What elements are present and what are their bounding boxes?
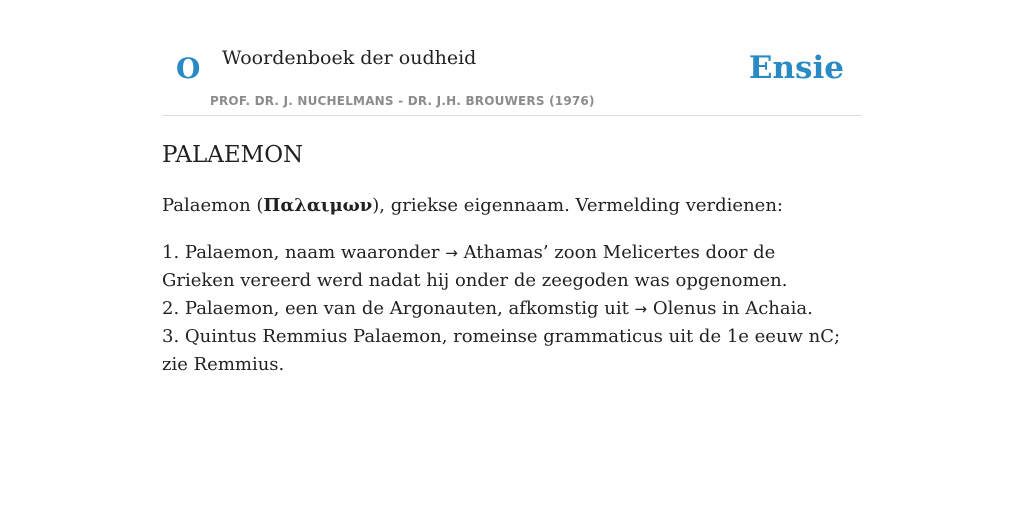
site-header	[162, 38, 862, 116]
list-item	[162, 239, 842, 295]
greek-name: Παλαιμων	[263, 195, 373, 216]
list-item	[162, 295, 842, 323]
entry-title: PALAEMON	[162, 142, 304, 168]
intro-after: ), griekse eigennaam. Vermelding verdienen:	[372, 195, 783, 216]
arrow-right-icon: →	[445, 244, 458, 262]
book-title-link[interactable]: Woordenboek der oudheid	[222, 47, 477, 69]
list-item-text: 3. Quintus Remmius Palaemon, romeinse grammaticus uit de 1e eeuw nC; zie Remmius.	[162, 326, 841, 375]
cross-reference-link[interactable]: Athamas’ zoon Melicertes door de Grieken vereerd werd nadat hij onder de zeegoden was opgenomen.	[162, 242, 788, 291]
intro-before: Palaemon (	[162, 195, 264, 216]
arrow-right-icon: →	[634, 300, 648, 318]
entry-content	[162, 140, 842, 379]
entry-intro	[162, 192, 842, 220]
authors-byline: PROF. DR. J. NUCHELMANS - DR. J.H. BROUWERS (1976)	[210, 94, 595, 108]
list-item-text: 1. Palaemon, naam waaronder	[162, 242, 446, 263]
letter-nav-link[interactable]: O	[176, 52, 201, 85]
ensie-logo-link[interactable]: Ensie	[748, 50, 844, 86]
cross-reference-link[interactable]: Olenus in Achaia.	[652, 298, 813, 319]
list-item	[162, 323, 842, 379]
list-item-text: 2. Palaemon, een van de Argonauten, afkomstig uit	[162, 298, 635, 319]
meanings-list	[162, 239, 842, 379]
